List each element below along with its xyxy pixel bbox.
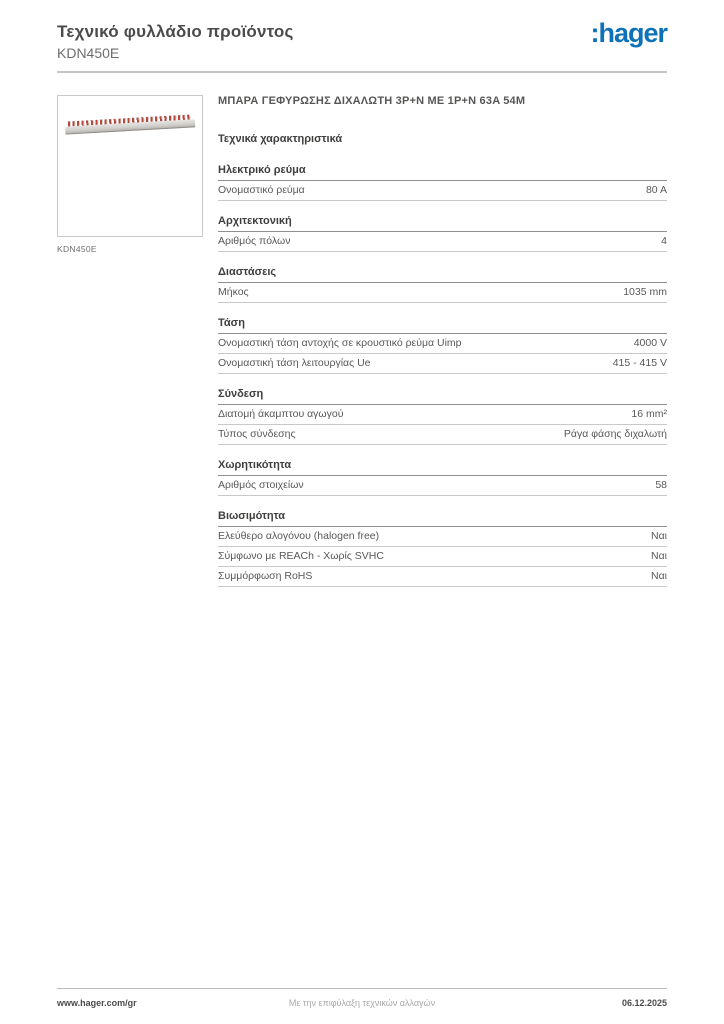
document-header <box>57 0 667 61</box>
section-title: Σύνδεση <box>218 388 667 405</box>
spec-label: Ονομαστικό ρεύμα <box>218 184 305 196</box>
spec-value: 1035 mm <box>623 286 667 298</box>
main-content <box>57 95 667 601</box>
spec-label: Τύπος σύνδεσης <box>218 428 296 440</box>
spec-section-architecture <box>218 215 667 252</box>
spec-section-dimensions <box>218 266 667 303</box>
document-title: Τεχνικό φυλλάδιο προϊόντος <box>57 22 294 41</box>
section-title: Ηλεκτρικό ρεύμα <box>218 164 667 181</box>
spec-label: Ελεύθερο αλογόνου (halogen free) <box>218 530 380 542</box>
spec-row <box>218 527 667 547</box>
spec-label: Ονομαστική τάση αντοχής σε κρουστικό ρεύμα Uimp <box>218 337 462 349</box>
spec-row <box>218 547 667 567</box>
spec-row <box>218 567 667 587</box>
spec-label: Ονομαστική τάση λειτουργίας Ue <box>218 357 371 369</box>
section-title: Τάση <box>218 317 667 334</box>
spec-label: Αριθμός πόλων <box>218 235 291 247</box>
busbar-product-image <box>65 114 196 134</box>
specs-column <box>218 95 667 601</box>
document-product-code: KDN450E <box>57 45 120 61</box>
section-title: Αρχιτεκτονική <box>218 215 667 232</box>
spec-label: Συμμόρφωση RoHS <box>218 570 313 582</box>
spec-label: Αριθμός στοιχείων <box>218 479 304 491</box>
spec-row <box>218 334 667 354</box>
spec-label: Διατομή άκαμπτου αγωγού <box>218 408 344 420</box>
section-title: Χωρητικότητα <box>218 459 667 476</box>
spec-row <box>218 232 667 252</box>
spec-row <box>218 425 667 445</box>
product-image-column <box>57 95 203 601</box>
spec-row <box>218 405 667 425</box>
spec-value: Ναι <box>651 570 667 582</box>
spec-value: 58 <box>655 479 667 491</box>
spec-section-electric-current <box>218 164 667 201</box>
spec-section-voltage <box>218 317 667 374</box>
spec-value: Ναι <box>651 550 667 562</box>
product-name: ΜΠΑΡΑ ΓΕΦΥΡΩΣΗΣ ΔΙΧΑΛΩΤΗ 3P+N ΜΕ 1P+N 63A 54M <box>218 95 526 107</box>
section-title: Βιωσιμότητα <box>218 510 667 527</box>
spec-value: Ράγα φάσης διχαλωτή <box>563 428 667 440</box>
specs-heading: Τεχνικά χαρακτηριστικά <box>218 133 343 145</box>
footer-disclaimer: Με την επιφύλαξη τεχνικών αλλαγών <box>288 998 436 1008</box>
spec-value: 16 mm² <box>631 408 667 420</box>
spec-row <box>218 354 667 374</box>
spec-value: 4000 V <box>633 337 667 349</box>
spec-section-connection <box>218 388 667 445</box>
page-footer <box>57 988 667 1008</box>
spec-label: Σύμφωνο με REACh - Χωρίς SVHC <box>218 550 384 562</box>
section-title: Διαστάσεις <box>218 266 667 283</box>
header-divider <box>57 71 667 73</box>
spec-row <box>218 476 667 496</box>
spec-section-sustainability <box>218 510 667 587</box>
spec-value: Ναι <box>651 530 667 542</box>
hager-logo: :hager <box>590 18 667 48</box>
spec-value: 80 A <box>645 184 667 196</box>
spec-row <box>218 181 667 201</box>
spec-section-capacity <box>218 459 667 496</box>
website-link[interactable]: www.hager.com/gr <box>57 998 137 1008</box>
spec-label: Μήκος <box>218 286 249 298</box>
spec-value: 4 <box>661 235 667 247</box>
product-image-caption: KDN450E <box>57 244 97 254</box>
product-image-frame <box>57 95 203 237</box>
footer-date: 06.12.2025 <box>621 998 667 1008</box>
spec-value: 415 - 415 V <box>612 357 667 369</box>
spec-row <box>218 283 667 303</box>
